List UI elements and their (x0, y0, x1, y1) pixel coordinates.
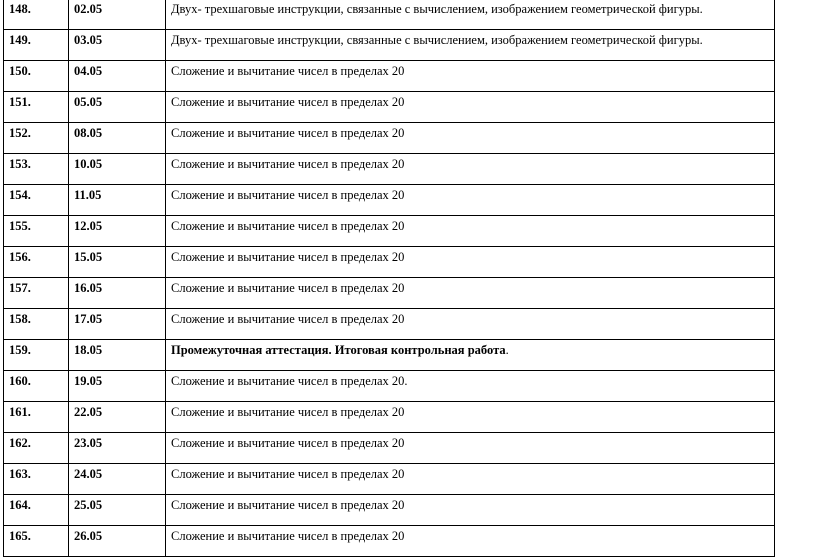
table-row (4, 123, 775, 154)
lesson-topic-text: Сложение и вычитание чисел в пределах 20 (171, 126, 405, 140)
table-row (4, 526, 775, 557)
table-row (4, 247, 775, 278)
table-row (4, 340, 775, 371)
lesson-number-cell: 150. (4, 61, 69, 92)
lesson-topic-cell (166, 402, 775, 433)
lesson-topic-cell (166, 464, 775, 495)
lesson-topic-bold: Промежуточная аттестация. Итоговая контрольная работа (171, 343, 506, 357)
lesson-date-cell: 22.05 (69, 402, 166, 433)
lesson-topic-text: Сложение и вычитание чисел в пределах 20 (171, 498, 405, 512)
lesson-number-cell: 155. (4, 216, 69, 247)
lesson-topic-cell (166, 278, 775, 309)
table-row (4, 371, 775, 402)
lesson-topic-tail: . (505, 343, 509, 357)
lesson-topic-text: Сложение и вычитание чисел в пределах 20 (171, 95, 405, 109)
lesson-date-cell: 12.05 (69, 216, 166, 247)
table-row (4, 402, 775, 433)
lesson-date-cell: 05.05 (69, 92, 166, 123)
lesson-topic-cell (166, 30, 775, 61)
lesson-topic-cell (166, 495, 775, 526)
table-row (4, 92, 775, 123)
lesson-topic-text: Двух- трехшаговые инструкции, связанные с вычислением, изображением геометрической фигуры. (171, 2, 703, 16)
lesson-date-cell: 25.05 (69, 495, 166, 526)
lesson-topic-cell (166, 526, 775, 557)
table-row (4, 30, 775, 61)
lesson-topic-cell (166, 61, 775, 92)
lesson-topic-text: Двух- трехшаговые инструкции, связанные с вычислением, изображением геометрической фигуры. (171, 33, 703, 47)
lesson-date-cell: 26.05 (69, 526, 166, 557)
lesson-number-cell: 152. (4, 123, 69, 154)
lesson-topic-cell (166, 433, 775, 464)
lesson-topic-cell (166, 371, 775, 402)
lesson-topic-text: Сложение и вычитание чисел в пределах 20 (171, 281, 405, 295)
lesson-date-cell: 15.05 (69, 247, 166, 278)
lesson-date-cell: 18.05 (69, 340, 166, 371)
lesson-topic-text: Сложение и вычитание чисел в пределах 20 (171, 188, 405, 202)
lesson-topic-text: Сложение и вычитание чисел в пределах 20 (171, 219, 405, 233)
lesson-number-cell: 148. (4, 0, 69, 30)
table-row (4, 278, 775, 309)
lesson-date-cell: 08.05 (69, 123, 166, 154)
lesson-topic-cell (166, 309, 775, 340)
lesson-topic-text: Сложение и вычитание чисел в пределах 20 (171, 157, 405, 171)
lesson-number-cell: 149. (4, 30, 69, 61)
table-row (4, 216, 775, 247)
lesson-topic-text: Сложение и вычитание чисел в пределах 20 (171, 250, 405, 264)
lesson-topic-cell (166, 340, 775, 371)
lesson-number-cell: 164. (4, 495, 69, 526)
lesson-topic-cell (166, 0, 775, 30)
lesson-plan-table (3, 0, 775, 557)
lesson-topic-cell (166, 123, 775, 154)
lesson-date-cell: 10.05 (69, 154, 166, 185)
lesson-topic-cell (166, 216, 775, 247)
lesson-number-cell: 163. (4, 464, 69, 495)
lesson-topic-cell (166, 247, 775, 278)
lesson-number-cell: 156. (4, 247, 69, 278)
lesson-number-cell: 165. (4, 526, 69, 557)
lesson-topic-text: Сложение и вычитание чисел в пределах 20 (171, 529, 405, 543)
lesson-date-cell: 17.05 (69, 309, 166, 340)
table-row (4, 309, 775, 340)
lesson-number-cell: 154. (4, 185, 69, 216)
lesson-number-cell: 151. (4, 92, 69, 123)
lesson-date-cell: 19.05 (69, 371, 166, 402)
lesson-date-cell: 23.05 (69, 433, 166, 464)
lesson-date-cell: 03.05 (69, 30, 166, 61)
lesson-topic-text: Сложение и вычитание чисел в пределах 20. (171, 374, 408, 388)
lesson-topic-cell (166, 185, 775, 216)
table-row (4, 154, 775, 185)
lesson-date-cell: 16.05 (69, 278, 166, 309)
lesson-date-cell: 02.05 (69, 0, 166, 30)
lesson-topic-text: Сложение и вычитание чисел в пределах 20 (171, 312, 405, 326)
lesson-date-cell: 11.05 (69, 185, 166, 216)
lesson-number-cell: 157. (4, 278, 69, 309)
table-row (4, 495, 775, 526)
lesson-number-cell: 161. (4, 402, 69, 433)
table-row (4, 0, 775, 30)
lesson-topic-cell (166, 154, 775, 185)
table-row (4, 433, 775, 464)
table-row (4, 61, 775, 92)
lesson-topic-text: Сложение и вычитание чисел в пределах 20 (171, 64, 405, 78)
lesson-number-cell: 159. (4, 340, 69, 371)
lesson-number-cell: 160. (4, 371, 69, 402)
table-row (4, 185, 775, 216)
lesson-topic-cell (166, 92, 775, 123)
lesson-date-cell: 24.05 (69, 464, 166, 495)
lesson-number-cell: 153. (4, 154, 69, 185)
lesson-topic-text: Сложение и вычитание чисел в пределах 20 (171, 467, 405, 481)
lesson-number-cell: 158. (4, 309, 69, 340)
lesson-plan-body (4, 0, 775, 557)
table-row (4, 464, 775, 495)
lesson-topic-text: Сложение и вычитание чисел в пределах 20 (171, 405, 405, 419)
lesson-number-cell: 162. (4, 433, 69, 464)
lesson-topic-text: Сложение и вычитание чисел в пределах 20 (171, 436, 405, 450)
lesson-date-cell: 04.05 (69, 61, 166, 92)
